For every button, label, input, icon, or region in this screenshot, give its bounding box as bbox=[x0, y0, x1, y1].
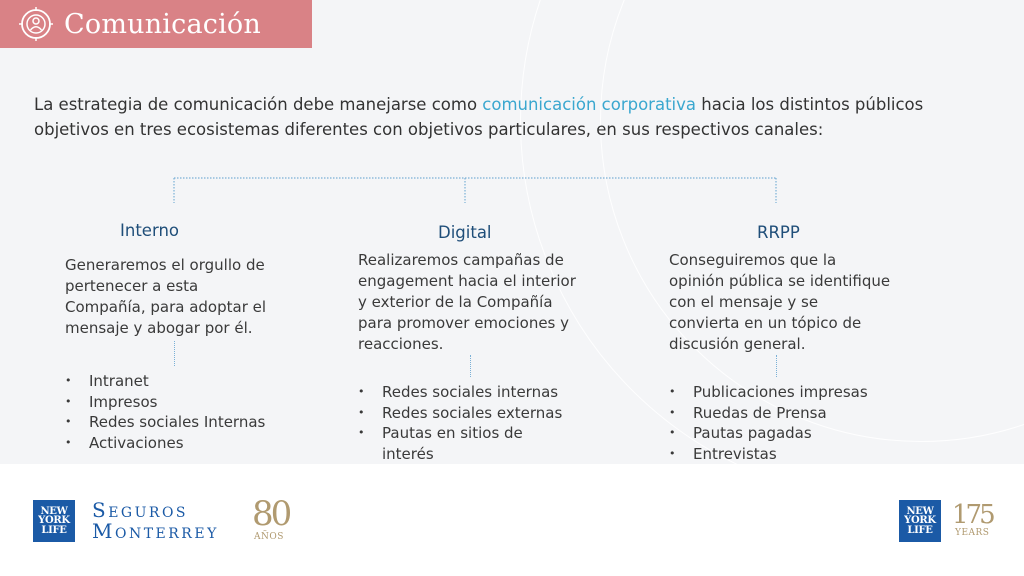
list-item: • Entrevistas bbox=[669, 444, 909, 465]
column-description: Generaremos el orgullo de pertenecer a esta Compañía, para adoptar el mensaje y abogar por él. bbox=[65, 256, 267, 337]
seguros-monterrey-logo: Seguros Monterrey bbox=[92, 498, 219, 543]
list-item: • Redes sociales internas bbox=[358, 382, 588, 403]
intro-text-start: La estrategia de comunicación debe manejarse como bbox=[34, 95, 483, 114]
list-item: • Redes sociales externas bbox=[358, 403, 588, 424]
new-york-life-logo: NEW YORK LIFE bbox=[899, 500, 941, 542]
column-title: RRPP bbox=[757, 223, 800, 242]
new-york-life-logo: NEW YORK LIFE bbox=[33, 500, 75, 542]
intro-highlight: comunicación corporativa bbox=[482, 95, 696, 114]
list-item: • Pautas pagadas bbox=[669, 423, 909, 444]
intro-text-end: hacia los distintos públicos objetivos en tres ecosistemas diferentes con objetivos particulares, en sus respectivos canales: bbox=[34, 95, 924, 139]
list-item: • Publicaciones impresas bbox=[669, 382, 909, 403]
anniversary-175-label: YEARS bbox=[955, 528, 990, 538]
anniversary-175-number: 175 bbox=[952, 500, 993, 530]
column-title: Digital bbox=[438, 223, 492, 242]
list-item: • Impresos bbox=[65, 392, 305, 413]
list-item: • Redes sociales Internas bbox=[65, 412, 305, 433]
list-item: • Activaciones bbox=[65, 433, 305, 454]
page-title: Comunicación bbox=[64, 8, 261, 40]
list-item: • Pautas en sitios de interés bbox=[358, 423, 542, 464]
footer bbox=[0, 464, 1024, 576]
anniversary-80-number: 80 bbox=[252, 494, 290, 534]
channel-list bbox=[669, 382, 909, 464]
column-description: Conseguiremos que la opinión pública se identifique con el mensaje y se convierta en un tópico de discusión general. bbox=[669, 251, 891, 353]
list-item: • Ruedas de Prensa bbox=[669, 403, 909, 424]
anniversary-80-label: AÑOS bbox=[254, 532, 284, 542]
list-item: • Intranet bbox=[65, 371, 305, 392]
column-title: Interno bbox=[120, 221, 179, 240]
channel-list bbox=[358, 382, 588, 464]
bracket-connector bbox=[0, 0, 1024, 210]
column-connector bbox=[174, 341, 175, 366]
channel-list bbox=[65, 371, 305, 453]
column-description: Realizaremos campañas de engagement hacia el interior y exterior de la Compañía para promover emociones y reacciones. bbox=[358, 251, 576, 353]
column-connector bbox=[776, 355, 777, 377]
column-connector bbox=[470, 355, 471, 377]
